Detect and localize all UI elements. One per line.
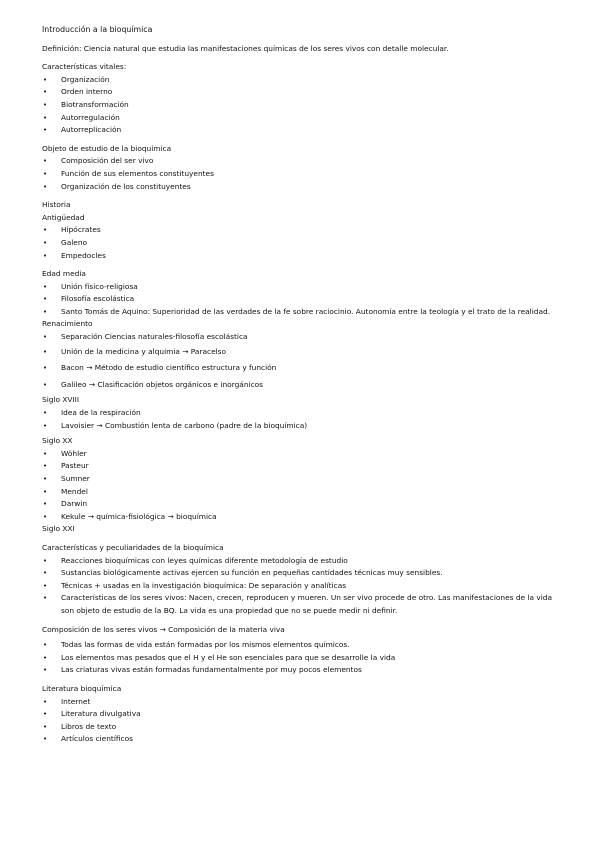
list-item: • Función de sus elementos constituyentes: [42, 168, 562, 181]
list-peculiaridades: [42, 555, 562, 618]
section-heading-peculiaridades: Características y peculiaridades de la bioquímica: [42, 542, 224, 552]
list-item: • Filosofía escolástica: [42, 293, 562, 306]
list-antiguedad: [42, 224, 562, 262]
definition-paragraph: Definición: Ciencia natural que estudia las manifestaciones químicas de los seres vivos con detalle molecular.: [42, 43, 449, 53]
list-composicion: [42, 639, 562, 677]
list-item: • Unión de la medicina y alquimia → Paracelso: [42, 346, 562, 359]
list-item: • Idea de la respiración: [42, 407, 562, 420]
subheading-renacimiento: Renacimiento: [42, 319, 93, 329]
list-item: • Libros de texto: [42, 721, 562, 734]
list-item: • Santo Tomás de Aquino: Superioridad de las verdades de la fe sobre raciocinio. Autonomía entre la teología y el trato de la realidad.: [42, 306, 562, 319]
section-heading-caracteristicas: Características vitales:: [42, 62, 127, 72]
list-siglo-xx: [42, 448, 562, 524]
page-title: Introducción a la bioquímica: [42, 25, 153, 34]
subheading-edad-media: Edad media: [42, 269, 86, 279]
list-item: • Sumner: [42, 473, 562, 486]
list-item: • Separación Ciencias naturales-filosofía escolástica: [42, 331, 562, 344]
list-item: • Bacon → Método de estudio científico estructura y función: [42, 362, 562, 375]
list-item: • Mendel: [42, 486, 562, 499]
list-item: • Kekule → química-fisiológica → bioquímica: [42, 511, 562, 524]
list-siglo-xviii: [42, 407, 562, 432]
list-item: • Pasteur: [42, 460, 562, 473]
list-item: • Los elementos mas pesados que el H y el He son esenciales para que se desarrolle la vida: [42, 652, 562, 665]
list-item: • Técnicas + usadas en la investigación bioquímica: De separación y analíticas: [42, 580, 562, 593]
list-item: • Las criaturas vivas están formadas fundamentalmente por muy pocos elementos: [42, 664, 562, 677]
list-item: • Orden interno: [42, 86, 562, 99]
document-page: [42, 24, 562, 746]
list-item: • Reacciones bioquímicas con leyes químicas diferente metodología de estudio: [42, 555, 562, 568]
list-item: • Características de los seres vivos: Nacen, crecen, reproducen y mueren. Un ser vivo procede de otro. Las manifestaciones de la vida son objeto de estudio de la BQ. La vida es una propiedad que no se puede medir ni definir.: [42, 592, 562, 617]
list-item: • Sustancias biológicamente activas ejercen su función en pequeñas cantidades técnicas muy sensibles.: [42, 567, 562, 580]
list-item: • Organización: [42, 74, 562, 87]
list-item: • Darwin: [42, 498, 562, 511]
subheading-antiguedad: Antigüedad: [42, 212, 85, 222]
list-literatura: [42, 696, 562, 746]
section-heading-objeto: Objeto de estudio de la bioquímica: [42, 143, 172, 153]
list-caracteristicas: [42, 74, 562, 137]
section-heading-literatura: Literatura bioquímica: [42, 683, 122, 693]
list-item: • Composición del ser vivo: [42, 155, 562, 168]
subheading-siglo-xxi: Siglo XXI: [42, 524, 75, 534]
list-edad-media: [42, 281, 562, 319]
list-item: • Empedocles: [42, 250, 562, 263]
list-item: • Galileo → Clasificación objetos orgánicos e inorgánicos: [42, 379, 562, 392]
list-item: • Biotransformación: [42, 99, 562, 112]
section-heading-historia: Historia: [42, 200, 71, 210]
list-item: • Todas las formas de vida están formadas por los mismos elementos químicos.: [42, 639, 562, 652]
list-item: • Literatura divulgativa: [42, 708, 562, 721]
list-item: • Wöhler: [42, 448, 562, 461]
list-objeto: [42, 155, 562, 193]
list-item: • Galeno: [42, 237, 562, 250]
list-item: • Autorreplicación: [42, 124, 562, 137]
list-item: • Internet: [42, 696, 562, 709]
list-item: • Organización de los constituyentes: [42, 181, 562, 194]
list-item: • Unión físico-religiosa: [42, 281, 562, 294]
list-item: • Artículos científicos: [42, 733, 562, 746]
list-item: • Hipócrates: [42, 224, 562, 237]
list-item: • Autorregulación: [42, 112, 562, 125]
subheading-siglo-xx: Siglo XX: [42, 436, 73, 446]
list-item: • Lavoisier → Combustión lenta de carbono (padre de la bioquímica): [42, 420, 562, 433]
subheading-siglo-xviii: Siglo XVIII: [42, 395, 80, 405]
section-heading-composicion: Composición de los seres vivos → Composición de la materia viva: [42, 624, 285, 634]
list-renacimiento: [42, 331, 562, 391]
